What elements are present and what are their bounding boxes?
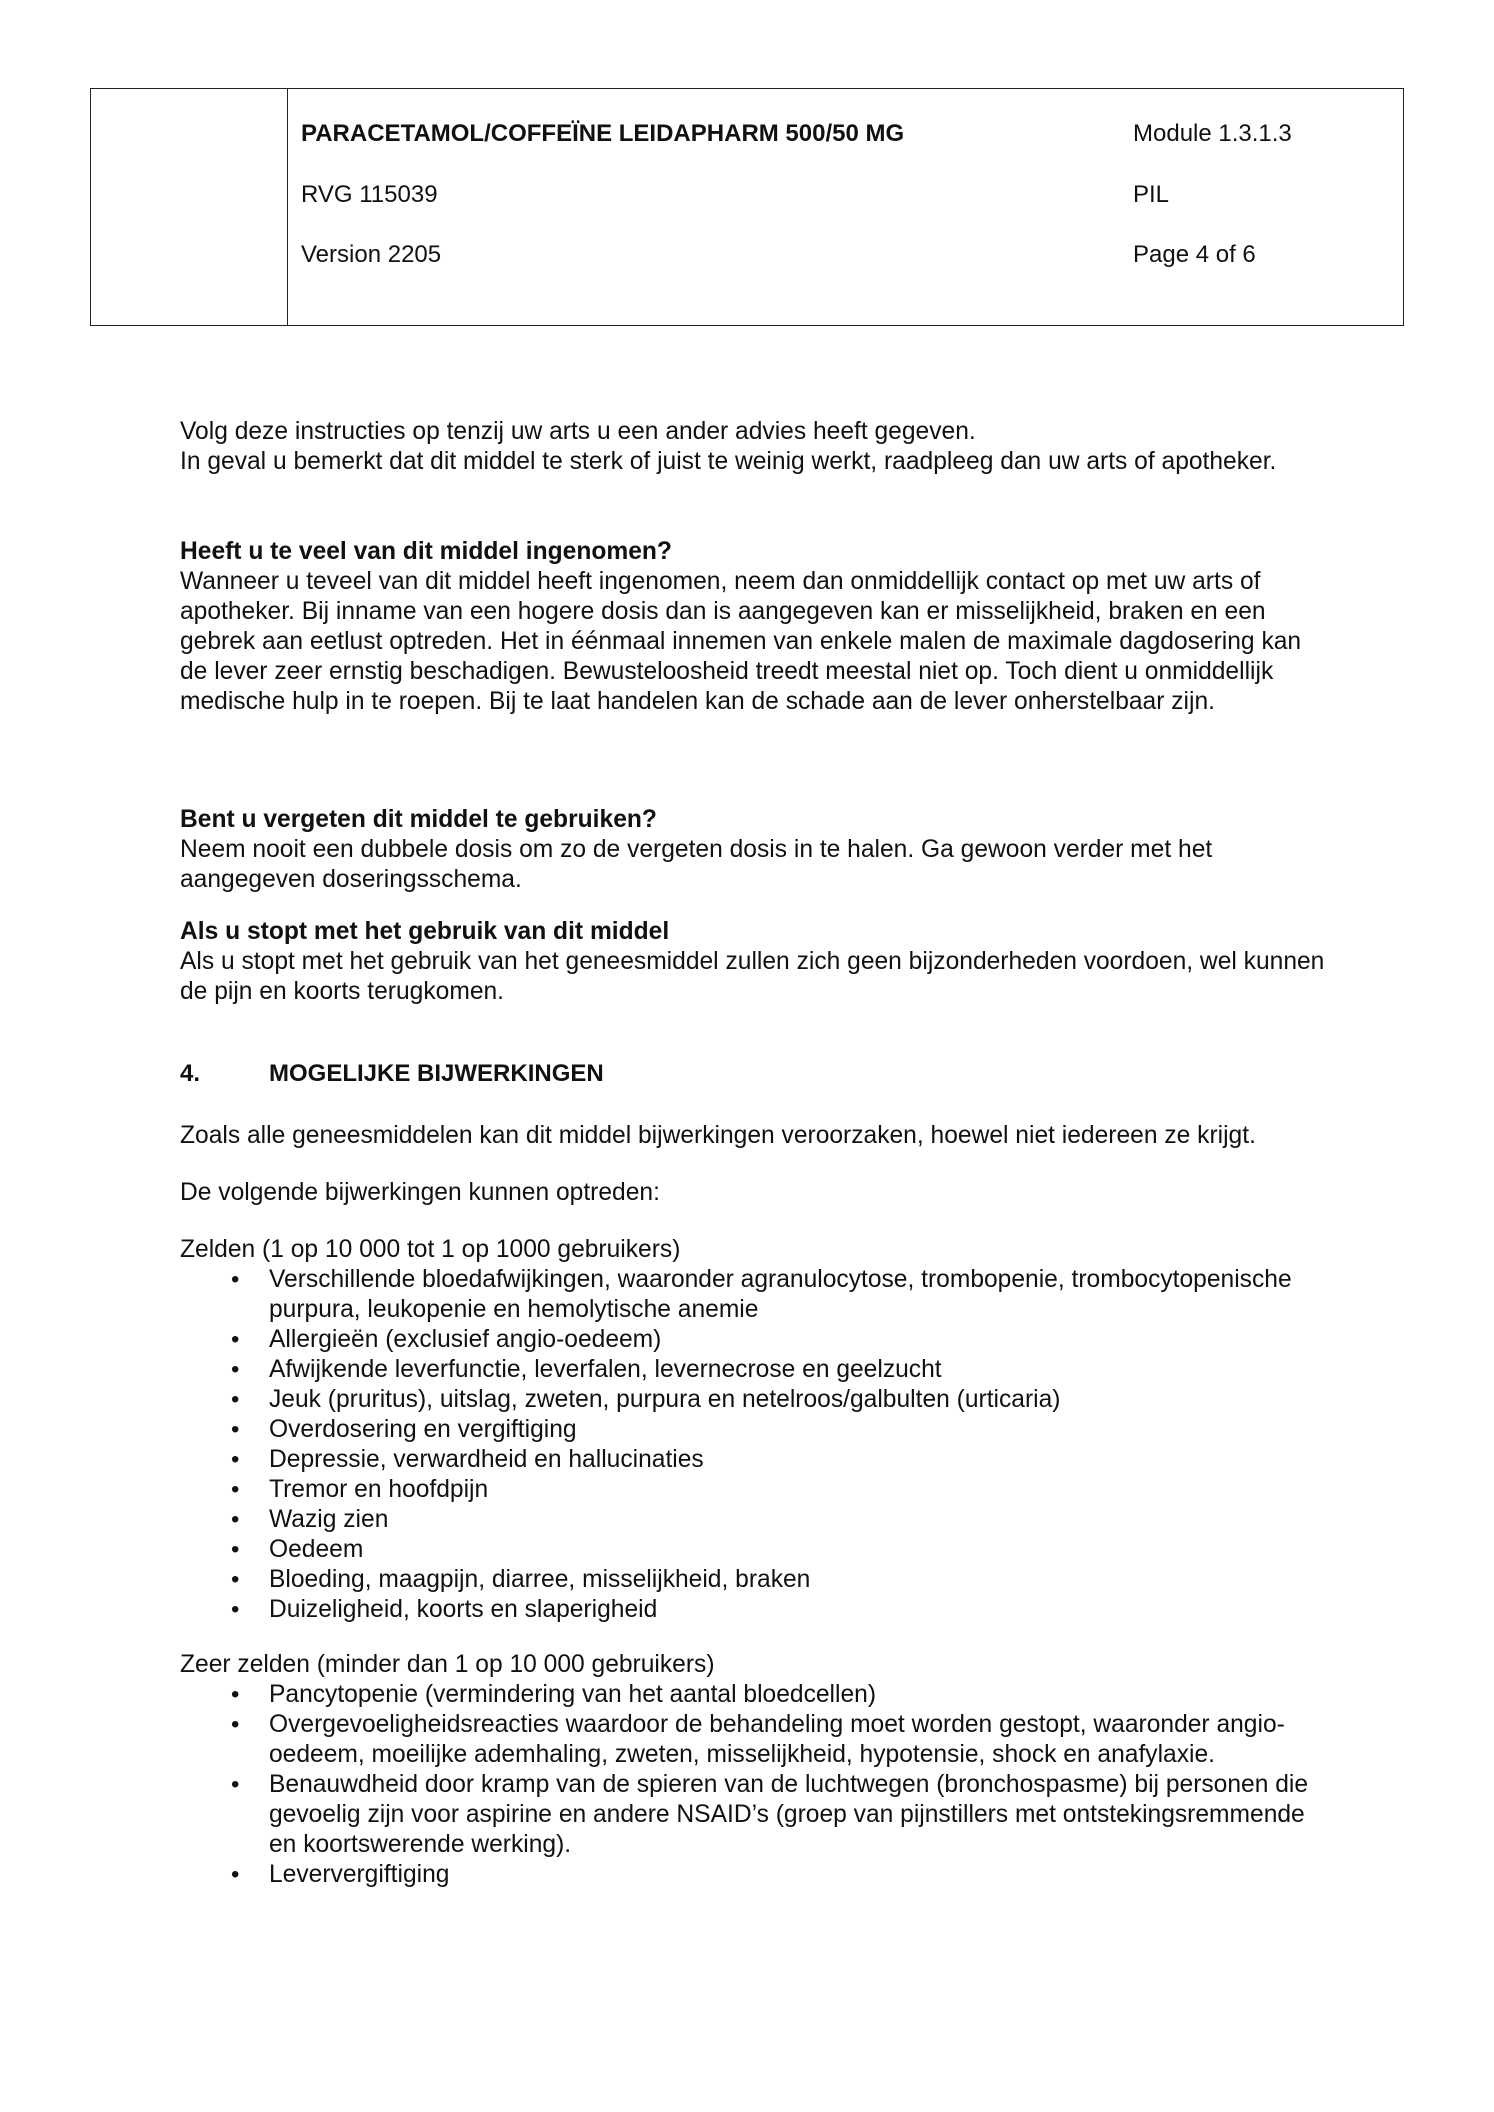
rare-effects-label: Zelden (1 op 10 000 tot 1 op 1000 gebruikers) bbox=[180, 1236, 681, 1263]
intro-line: In geval u bemerkt dat dit middel te sterk of juist te weinig werkt, raadpleeg dan uw arts of apotheker. bbox=[180, 448, 1277, 475]
page-number: Page 4 of 6 bbox=[1133, 241, 1256, 268]
section4-lead: De volgende bijwerkingen kunnen optreden: bbox=[180, 1179, 660, 1206]
overdose-text: Wanneer u teveel van dit middel heeft ingenomen, neem dan onmiddellijk contact op met uw arts of apotheker. Bij inname van een hogere dosis dan is aangegeven kan er misselijkheid, braken en een gebrek aan eetlust optreden. Het in éénmaal innemen van enkele malen de maximale dagdosering kan de lever zeer ernstig beschadigen. Bewusteloosheid treedt meestal niet op. Toch dient u onmiddellijk medische hulp in te roepen. Bij te laat handelen kan de schade aan de lever onherstelbaar zijn. bbox=[180, 568, 1302, 715]
list-item: • Jeuk (pruritus), uitslag, zweten, purpura en netelroos/galbulten (urticaria) bbox=[180, 1385, 1330, 1415]
forgotten-heading: Bent u vergeten dit middel te gebruiken? bbox=[180, 806, 657, 833]
very-rare-effects-block bbox=[180, 1650, 1330, 1890]
list-item: • Allergieën (exclusief angio-oedeem) bbox=[180, 1325, 1330, 1355]
forgotten-block bbox=[180, 805, 1330, 895]
version-label: Version 2205 bbox=[301, 241, 442, 268]
list-item: • Duizeligheid, koorts en slaperigheid bbox=[180, 1595, 1330, 1625]
list-item: • Benauwdheid door kramp van de spieren van de luchtwegen (bronchospasme) bij personen die gevoelig zijn voor aspirine en andere NSAID’s (groep van pijnstillers met ontstekingsremmende en koortswerende werking). bbox=[180, 1770, 1330, 1860]
product-title: PARACETAMOL/COFFEÏNE LEIDAPHARM 500/50 MG bbox=[301, 120, 905, 147]
overdose-heading: Heeft u te veel van dit middel ingenomen? bbox=[180, 538, 672, 565]
list-item: • Afwijkende leverfunctie, leverfalen, levernecrose en geelzucht bbox=[180, 1355, 1330, 1385]
rare-effects-list bbox=[180, 1265, 1330, 1625]
stopping-heading: Als u stopt met het gebruik van dit middel bbox=[180, 918, 670, 945]
list-item: • Overgevoeligheidsreacties waardoor de behandeling moet worden gestopt, waaronder angio-oedeem, moeilijke ademhaling, zweten, misselijkheid, hypotensie, shock en anafylaxie. bbox=[180, 1710, 1330, 1770]
list-item: • Oedeem bbox=[180, 1535, 1330, 1565]
intro-block bbox=[180, 417, 1330, 477]
module-label: Module 1.3.1.3 bbox=[1133, 120, 1292, 147]
rvg-number: RVG 115039 bbox=[301, 181, 438, 208]
section4-intro: Zoals alle geneesmiddelen kan dit middel bijwerkingen veroorzaken, hoewel niet iedereen ze krijgt. bbox=[180, 1122, 1256, 1149]
rare-effects-block bbox=[180, 1235, 1330, 1625]
forgotten-text: Neem nooit een dubbele dosis om zo de vergeten dosis in te halen. Ga gewoon verder met het aangegeven doseringsschema. bbox=[180, 836, 1213, 893]
list-item: • Overdosering en vergiftiging bbox=[180, 1415, 1330, 1445]
intro-line: Volg deze instructies op tenzij uw arts u een ander advies heeft gegeven. bbox=[180, 418, 976, 445]
list-item: • Bloeding, maagpijn, diarree, misselijkheid, braken bbox=[180, 1565, 1330, 1595]
list-item: • Verschillende bloedafwijkingen, waaronder agranulocytose, trombopenie, trombocytopenische purpura, leukopenie en hemolytische anemie bbox=[180, 1265, 1330, 1325]
section-number: 4. bbox=[180, 1060, 201, 1087]
very-rare-effects-list bbox=[180, 1680, 1330, 1890]
doc-type-label: PIL bbox=[1133, 181, 1170, 208]
list-item: • Leververgiftiging bbox=[180, 1860, 1330, 1890]
list-item: • Wazig zien bbox=[180, 1505, 1330, 1535]
header-divider bbox=[287, 89, 288, 325]
list-item: • Pancytopenie (vermindering van het aantal bloedcellen) bbox=[180, 1680, 1330, 1710]
very-rare-effects-label: Zeer zelden (minder dan 1 op 10 000 gebruikers) bbox=[180, 1651, 715, 1678]
overdose-block bbox=[180, 537, 1330, 717]
list-item: • Tremor en hoofdpijn bbox=[180, 1475, 1330, 1505]
section-title: MOGELIJKE BIJWERKINGEN bbox=[269, 1060, 604, 1087]
list-item: • Depressie, verwardheid en hallucinaties bbox=[180, 1445, 1330, 1475]
stopping-block bbox=[180, 917, 1330, 1007]
stopping-text: Als u stopt met het gebruik van het geneesmiddel zullen zich geen bijzonderheden voordoen, wel kunnen de pijn en koorts terugkomen. bbox=[180, 948, 1325, 1005]
